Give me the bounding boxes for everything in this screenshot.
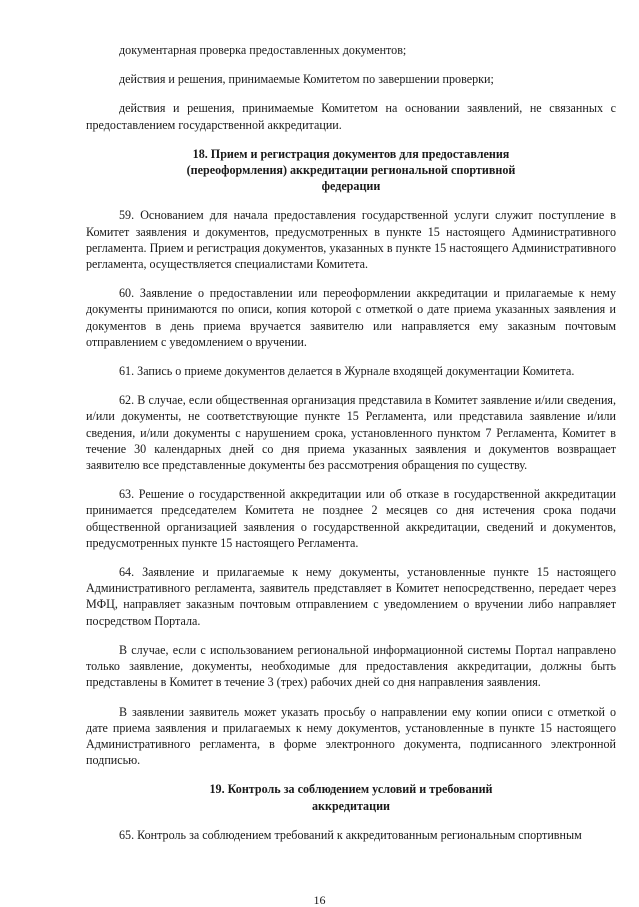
document-body xyxy=(86,42,616,856)
section-heading-line: федерации xyxy=(321,179,381,194)
paragraph-60: 60. Заявление о предоставлении или переоформлении аккредитации и прилагаемые к нему документы принимаются по описи, копия которой с отметкой о дате приема указанных заявления и документов в день приема вручается заявителю или направляется ему заказным почтовым отправлением с уведомлением о вручении. xyxy=(86,286,616,349)
paragraph: действия и решения, принимаемые Комитетом на основании заявлений, не связанных с предоставлением государственной аккредитации. xyxy=(86,101,616,132)
paragraph-59: 59. Основанием для начала предоставления государственной услуги служит поступление в Комитет заявления и документов, предусмотренных в пункте 15 настоящего Административного регламента. Прием и регистрация документов, указанных в пункте 15 настоящего Административного регламента, осуществляется специалистами Комитета. xyxy=(86,208,616,272)
paragraph: документарная проверка предоставленных документов; xyxy=(119,43,407,57)
section-heading-line: аккредитации xyxy=(311,798,391,813)
section-heading-line: (переоформления) аккредитации региональной спортивной xyxy=(186,163,516,178)
paragraph: В заявлении заявитель может указать просьбу о направлении ему копии описи с отметкой о дате приема заявления и прилагаемых к нему документов, установленные в пункте 15 настоящего Административного регламента, в форме электронного документа, подписанного электронной подписью. xyxy=(86,704,616,768)
paragraph: В случае, если с использованием региональной информационной системы Портал направлено только заявление, документы, необходимые для предоставления аккредитации, должны быть представлены в Комитет в течение 3 (трех) рабочих дней со дня направления заявления. xyxy=(86,642,616,690)
paragraph-61: 61. Запись о приеме документов делается в Журнале входящей документации Комитета. xyxy=(119,364,575,379)
paragraph-65: 65. Контроль за соблюдением требований к аккредитованным региональным спортивным xyxy=(119,827,582,842)
paragraph: действия и решения, принимаемые Комитетом по завершении проверки; xyxy=(119,72,494,87)
section-heading-18 xyxy=(86,146,616,195)
section-heading-19 xyxy=(86,781,616,813)
section-heading-line: 19. Контроль за соблюдением условий и требований xyxy=(209,782,493,797)
paragraph-64: 64. Заявление и прилагаемые к нему документы, установленные пункте 15 настоящего Административного регламента, заявитель представляет в Комитет непосредственно, передает через МФЦ, направляет заказным почтовым отправлением с уведомлением о вручении либо направляет посредством Портала. xyxy=(86,565,616,628)
paragraph-63: 63. Решение о государственной аккредитации или об отказе в государственной аккредитации принимается председателем Комитета не позднее 2 месяцев со дня истечения срока подачи общественной организацией заявления о государственной аккредитации, сведений и документов, предусмотренных пункте 15 настоящего Регламента. xyxy=(86,487,616,550)
paragraph-62: 62. В случае, если общественная организация представила в Комитет заявление и/или сведения, и/или документы, не соответствующие пункте 15 Регламента, или представила заявление и/или сведения, и/или документы с нарушением срока, установленного пунктом 7 Регламента, Комитет в течение 30 календарных дней со дня приема указанных заявления и документов возвращает заявителю все представленные документы без рассмотрения обращения по существу. xyxy=(86,393,616,473)
page-number: 16 xyxy=(313,893,326,907)
section-heading-line: 18. Прием и регистрация документов для предоставления xyxy=(192,146,510,161)
